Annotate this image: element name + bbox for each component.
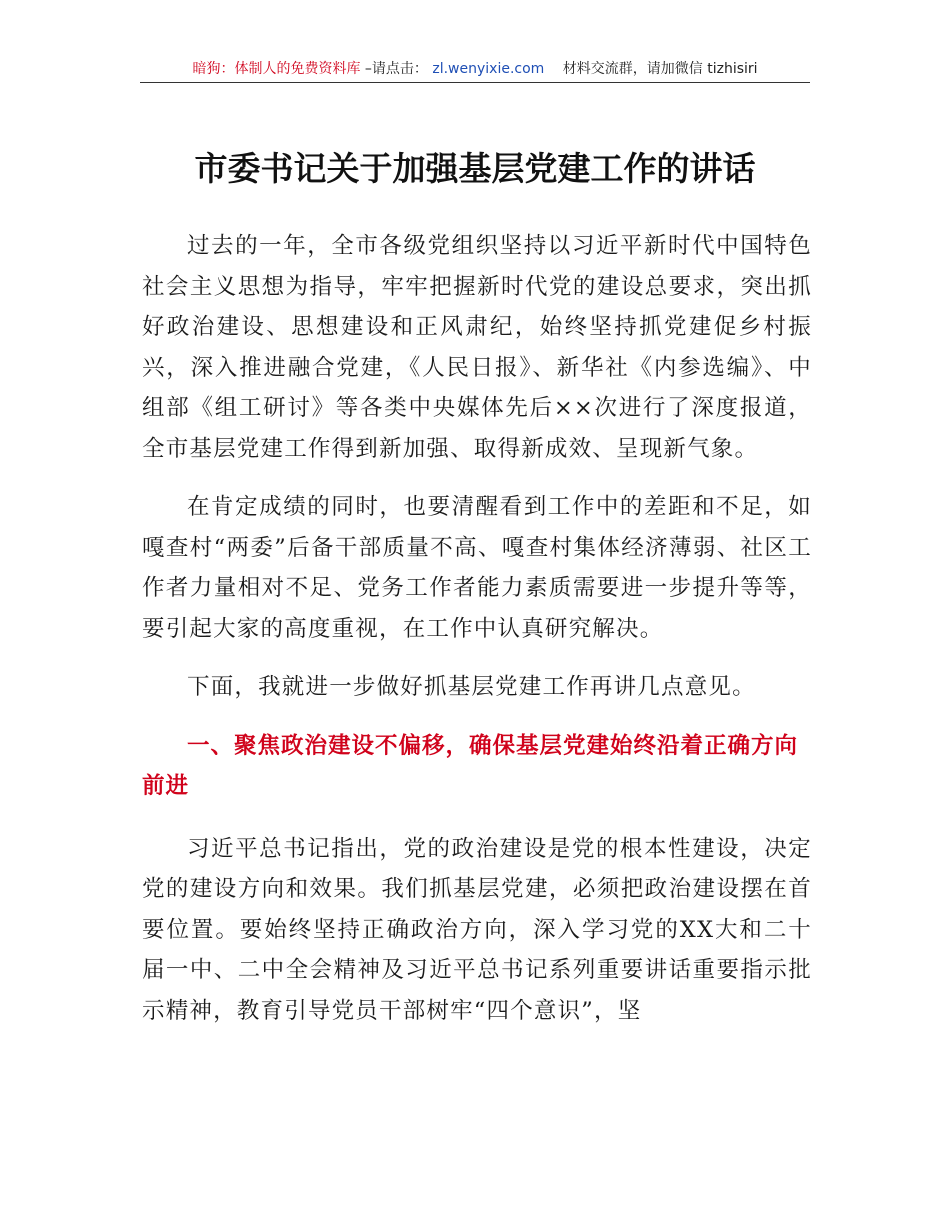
header-click-prompt: –请点击： [364, 61, 428, 77]
paragraph-transition: 下面，我就进一步做好抓基层党建工作再讲几点意见。 [187, 674, 756, 700]
header-wechat-note: 材料交流群，请加微信 tizhisiri [562, 61, 758, 77]
paragraph-political-building: 习近平总书记指出，党的政治建设是党的根本性建设，决定党的建设方向和效果。我们抓基层党建，必须把政治建设摆在首要位置。要始终坚持正确政治方向，深入学习党的XX大和二十届一中、二中全会精神及习近平总书记系列重要讲话重要指示批示精神，教育引导党员干部树牢“四个意识”，坚 [142, 835, 812, 1024]
page-header [140, 56, 810, 82]
header-url-link[interactable]: zl.wenyixie.com [432, 61, 545, 77]
document-title: 市委书记关于加强基层党建工作的讲话 [194, 149, 756, 188]
document-body [142, 226, 812, 1049]
header-brand: 暗狗：体制人的免费资料库 [192, 61, 361, 77]
paragraph-achievements: 过去的一年，全市各级党组织坚持以习近平新时代中国特色社会主义思想为指导，牢牢把握新时代党的建设总要求，突出抓好政治建设、思想建设和正风肃纪，始终坚持抓党建促乡村振兴，深入推进融合党建，《人民日报》、新华社《内参选编》、中组部《组工研讨》等各类中央媒体先后××次进行了深度报道，全市基层党建工作得到新加强、取得新成效、呈现新气象。 [142, 233, 812, 462]
header-divider [140, 82, 810, 83]
section-heading-1: 一、聚焦政治建设不偏移，确保基层党建始终沿着正确方向前进 [142, 732, 799, 799]
paragraph-shortcomings: 在肯定成绩的同时，也要清醒看到工作中的差距和不足，如嘎查村“两委”后备干部质量不高、嘎查村集体经济薄弱、社区工作者力量相对不足、党务工作者能力素质需要进一步提升等等，要引起大家的高度重视，在工作中认真研究解决。 [142, 494, 812, 642]
